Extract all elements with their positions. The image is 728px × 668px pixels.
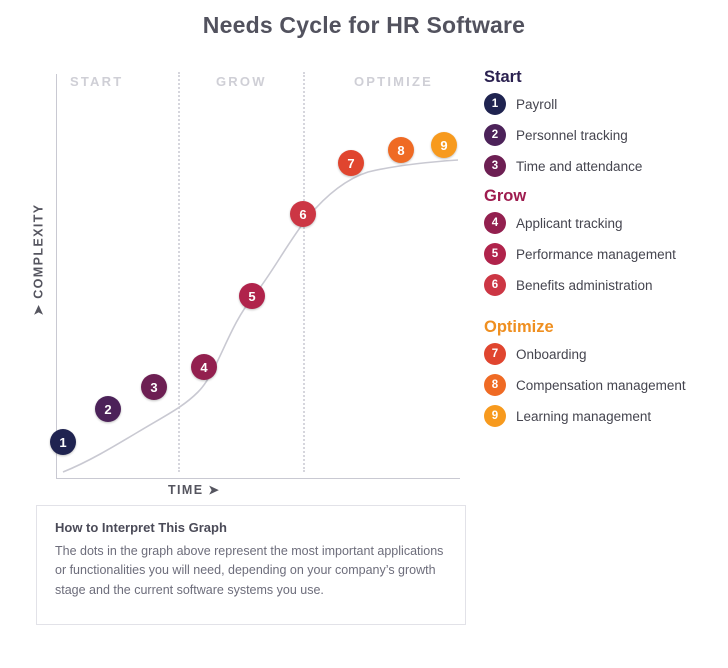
note-title: How to Interpret This Graph [55, 520, 227, 535]
legend-label-6: Benefits administration [516, 277, 653, 293]
stage-label-start: START [70, 74, 124, 89]
chart-node-6[interactable]: 6 [290, 201, 316, 227]
legend-item-1[interactable] [484, 93, 728, 115]
x-axis-label-text: TIME [168, 483, 204, 497]
chart-node-5[interactable]: 5 [239, 283, 265, 309]
legend-item-4[interactable] [484, 212, 728, 234]
legend-heading-grow: Grow [484, 187, 527, 205]
legend-item-9[interactable] [484, 405, 728, 427]
legend-item-3[interactable] [484, 155, 728, 177]
note-body: The dots in the graph above represent the most important applications or functionalities you will need, depending on your company’s growth stage and the current software systems you use. [55, 544, 444, 597]
legend-heading-start: Start [484, 68, 522, 86]
legend-group-optimize [484, 318, 728, 427]
chart-node-9[interactable]: 9 [431, 132, 457, 158]
chart-node-4[interactable]: 4 [191, 354, 217, 380]
legend-dot-9: 9 [484, 405, 506, 427]
legend-item-2[interactable] [484, 124, 728, 146]
chart-node-7[interactable]: 7 [338, 150, 364, 176]
legend-label-3: Time and attendance [516, 158, 643, 174]
legend-dot-5: 5 [484, 243, 506, 265]
legend-dot-1: 1 [484, 93, 506, 115]
legend-dot-3: 3 [484, 155, 506, 177]
legend-group-start [484, 68, 728, 177]
legend-label-5: Performance management [516, 246, 676, 262]
legend [484, 68, 728, 437]
y-axis-label-text: COMPLEXITY [31, 203, 46, 299]
legend-dot-2: 2 [484, 124, 506, 146]
legend-item-7[interactable] [484, 343, 728, 365]
legend-item-8[interactable] [484, 374, 728, 396]
stage-label-grow: GROW [216, 74, 267, 89]
legend-dot-4: 4 [484, 212, 506, 234]
chart-node-3[interactable]: 3 [141, 374, 167, 400]
legend-dot-6: 6 [484, 274, 506, 296]
y-axis-arrow-icon: ➤ [31, 303, 46, 316]
chart-node-2[interactable]: 2 [95, 396, 121, 422]
legend-spacer [484, 306, 728, 318]
chart-node-1[interactable]: 1 [50, 429, 76, 455]
legend-label-1: Payroll [516, 96, 558, 112]
legend-dot-7: 7 [484, 343, 506, 365]
legend-label-7: Onboarding [516, 346, 587, 362]
legend-label-8: Compensation management [516, 377, 686, 393]
legend-label-9: Learning management [516, 408, 652, 424]
interpretation-note [36, 505, 466, 625]
x-axis-arrow-icon: ➤ [208, 483, 221, 497]
legend-heading-optimize: Optimize [484, 318, 554, 336]
chart-node-8[interactable]: 8 [388, 137, 414, 163]
page-title: Needs Cycle for HR Software [202, 12, 526, 38]
legend-label-4: Applicant tracking [516, 215, 623, 231]
legend-item-6[interactable] [484, 274, 728, 296]
legend-item-5[interactable] [484, 243, 728, 265]
legend-group-grow [484, 187, 728, 296]
legend-label-2: Personnel tracking [516, 127, 628, 143]
stage-label-optimize: OPTIMIZE [354, 74, 433, 89]
legend-dot-8: 8 [484, 374, 506, 396]
chart-area [18, 62, 468, 512]
